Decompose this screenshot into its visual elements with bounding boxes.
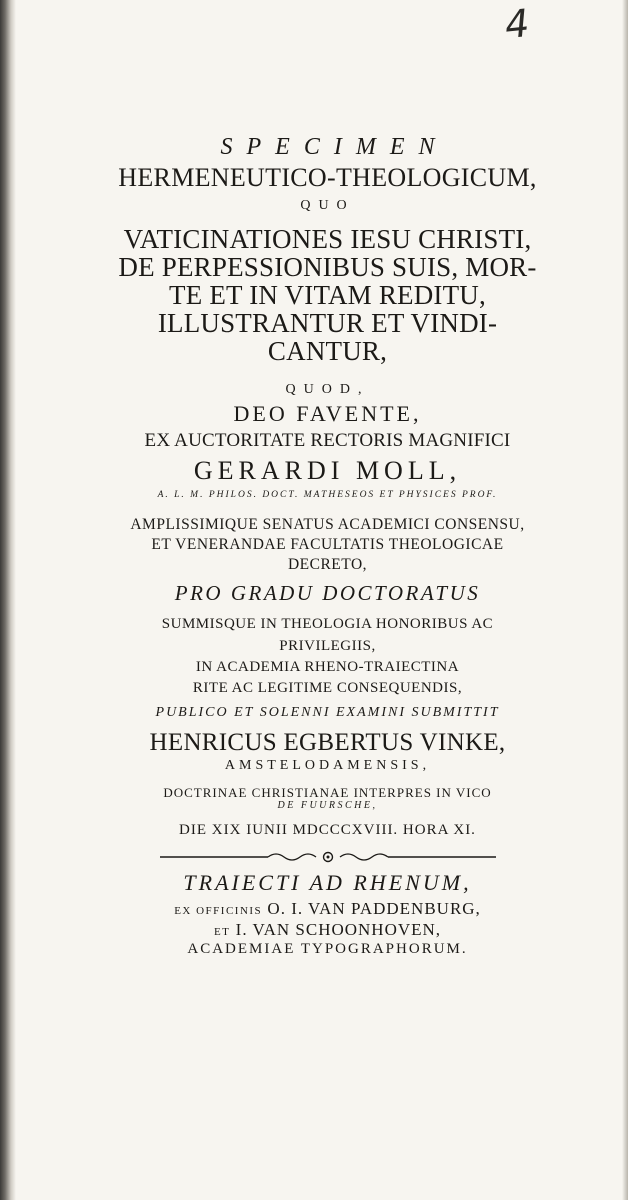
summisque-line: SUMMISQUE IN THEOLOGIA HONORIBUS AC bbox=[161, 616, 494, 633]
consensus-line: ET VENERANDAE FACULTATIS THEOLOGICAE bbox=[151, 536, 504, 554]
quo-line: QUO bbox=[300, 198, 355, 213]
doctrinae-line: DOCTRINAE CHRISTIANAE INTERPRES IN VICO bbox=[163, 784, 492, 800]
academiae-line: ACADEMIAE TYPOGRAPHORUM. bbox=[187, 941, 468, 958]
book-spine-shadow bbox=[0, 0, 16, 1200]
specimen-heading: SPECIMEN bbox=[220, 134, 449, 160]
deo-favente: DEO FAVENTE, bbox=[233, 401, 422, 427]
ornamental-rule bbox=[158, 850, 498, 864]
summisque-line: IN ACADEMIA RHENO-TRAIECTINA bbox=[195, 658, 460, 675]
imprint-printer-line bbox=[50, 919, 605, 940]
imprint-place: TRAIECTI AD RHENUM, bbox=[183, 869, 472, 895]
summisque-line: PRIVILEGIIS, bbox=[279, 637, 376, 654]
summisque-line: RITE AC LEGITIME CONSEQUENDIS, bbox=[192, 680, 463, 697]
consensus-line: AMPLISSIMIQUE SENATUS ACADEMICI CONSENSU, bbox=[130, 515, 525, 533]
topic-line: VATICINATIONES IESU CHRISTI, bbox=[123, 224, 532, 254]
page-edge-shadow bbox=[622, 0, 628, 1200]
topic-block bbox=[50, 225, 605, 365]
subtitle: HERMENEUTICO-THEOLOGICUM, bbox=[118, 163, 537, 192]
rector-titles: A. L. M. PHILOS. DOCT. MATHESEOS ET PHYSICES PROF. bbox=[157, 490, 498, 501]
author-origin: AMSTELODAMENSIS, bbox=[224, 757, 431, 773]
vico-line: DE FUURSCHE, bbox=[277, 799, 378, 811]
date-line: DIE XIX IUNII MDCCCXVIII. HORA XI. bbox=[179, 821, 476, 838]
consensus-block bbox=[50, 515, 605, 575]
summisque-block bbox=[50, 614, 605, 699]
pro-gradu-line: PRO GRADU DOCTORATUS bbox=[174, 581, 481, 606]
consensus-line: DECRETO, bbox=[287, 556, 368, 574]
quod-line: QUOD, bbox=[285, 382, 370, 398]
printer-name: I. VAN SCHOONHOVEN, bbox=[235, 920, 442, 939]
title-block bbox=[50, 135, 605, 957]
publico-line: PUBLICO ET SOLENNI EXAMINI SUBMITTIT bbox=[155, 704, 500, 720]
ex-officinis: EX OFFICINIS bbox=[174, 904, 263, 917]
et-word: ET bbox=[213, 926, 231, 938]
imprint-printer-line bbox=[50, 898, 605, 919]
author-name: HENRICUS EGBERTUS VINKE, bbox=[149, 728, 506, 756]
topic-line: ILLUSTRANTUR ET VINDI- bbox=[157, 308, 498, 339]
topic-line: CANTUR, bbox=[267, 336, 388, 367]
rector-name: GERARDI MOLL, bbox=[193, 456, 462, 486]
topic-line: DE PERPESSIONIBUS SUIS, MOR- bbox=[118, 252, 537, 283]
printer-name: O. I. VAN PADDENBURG, bbox=[267, 898, 481, 918]
auctoritate-line: EX AUCTORITATE RECTORIS MAGNIFICI bbox=[144, 430, 511, 452]
folio-number: 4 bbox=[502, 0, 532, 48]
topic-line: TE ET IN VITAM REDITU, bbox=[169, 280, 486, 311]
